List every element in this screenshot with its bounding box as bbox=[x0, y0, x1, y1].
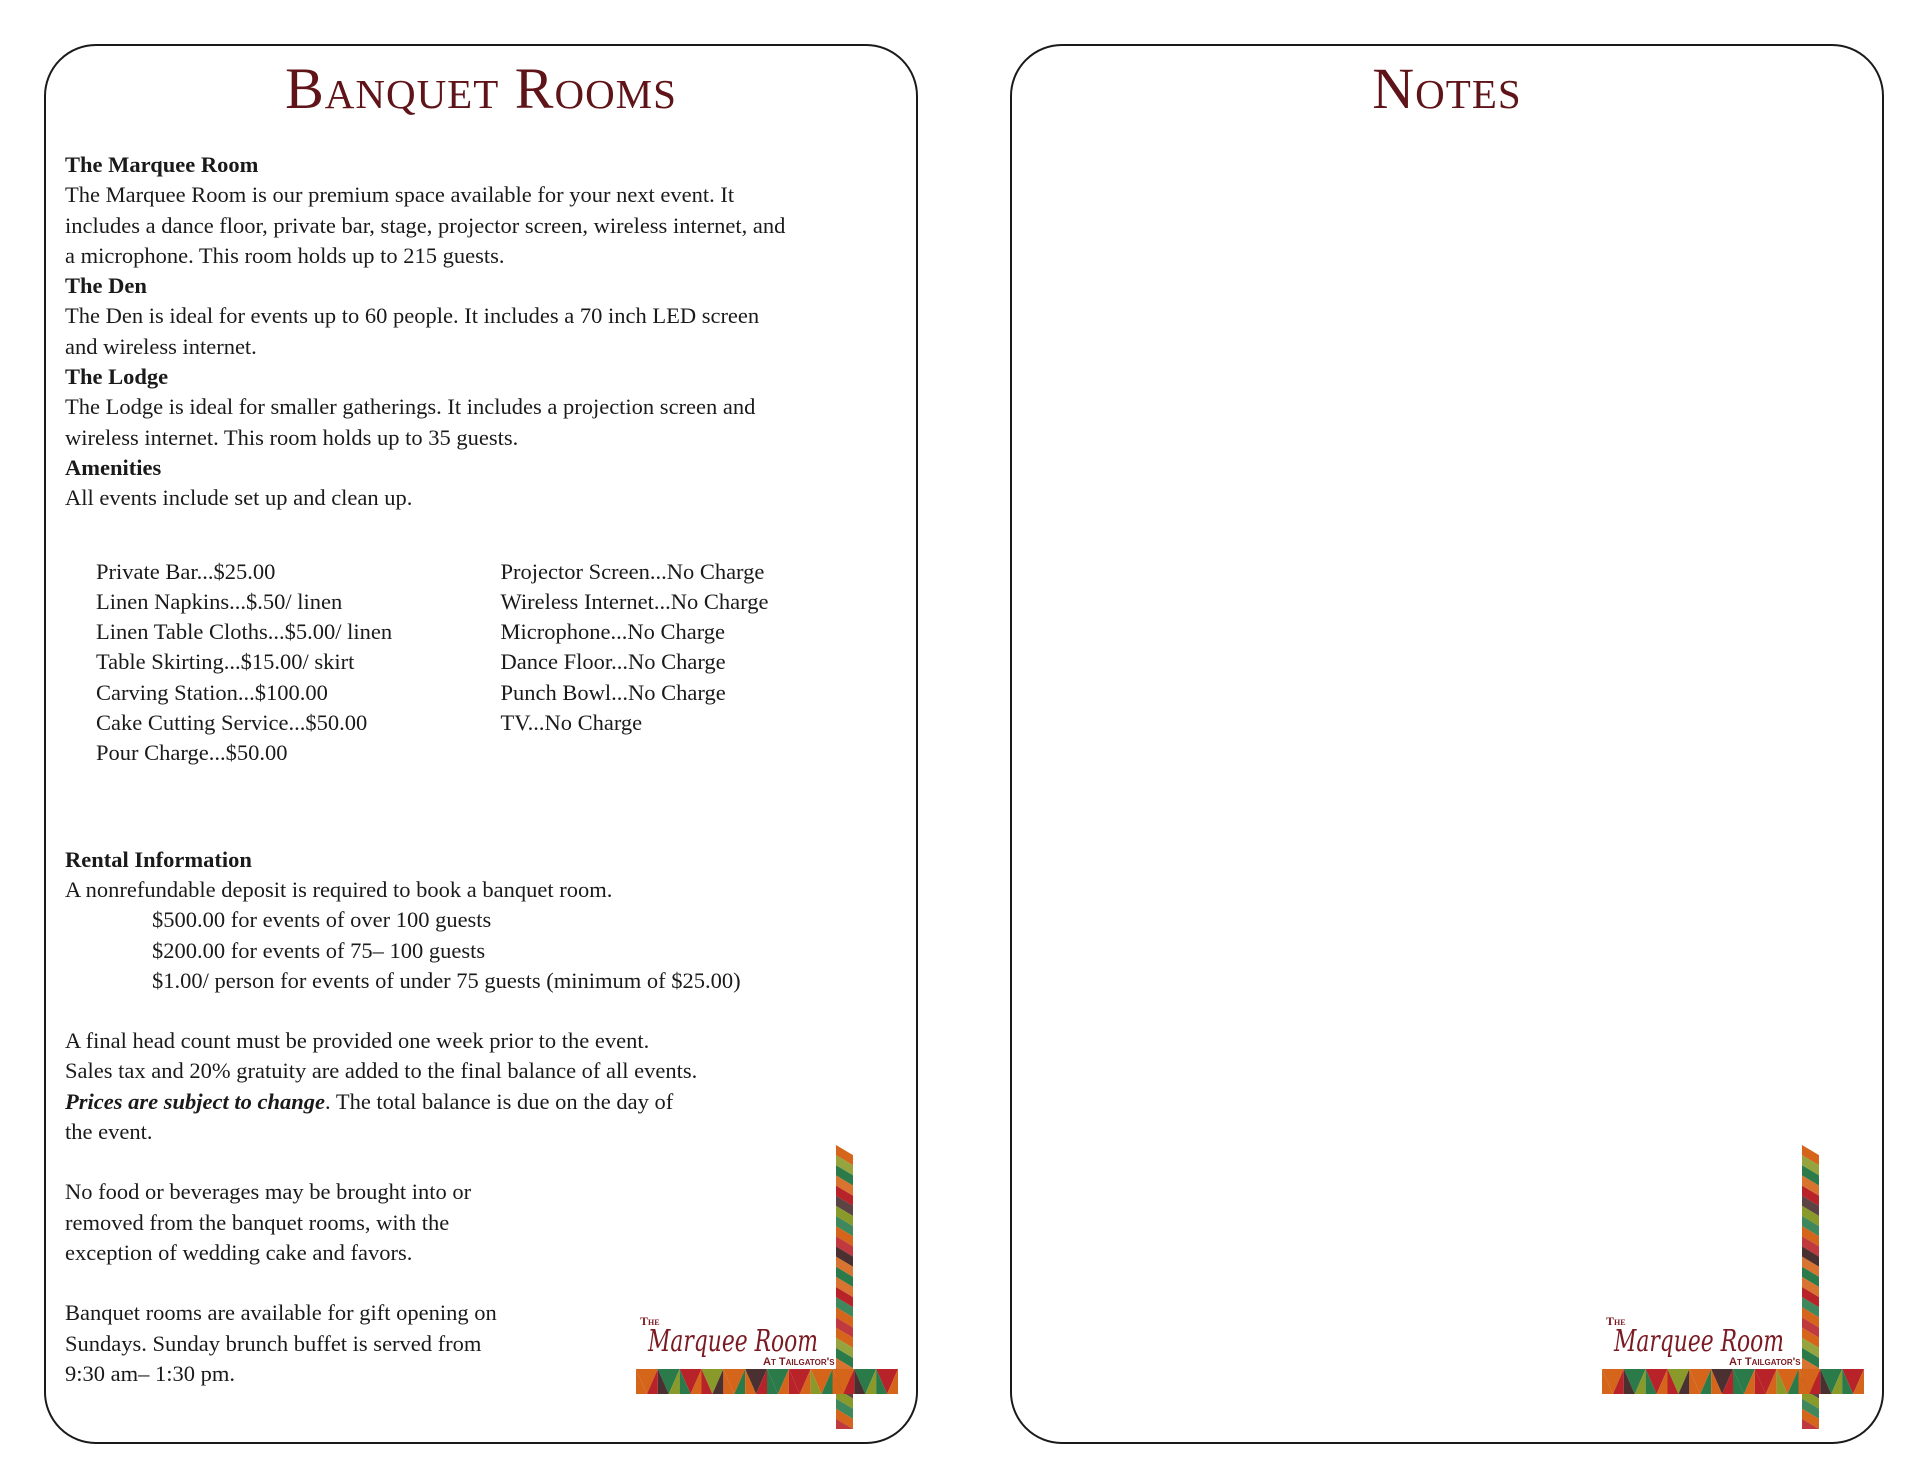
amenity-item: Cake Cutting Service...$50.00 bbox=[96, 710, 368, 736]
amenities-priced-column bbox=[96, 557, 501, 769]
amenity-item: TV...No Charge bbox=[500, 710, 643, 736]
prices-emphasis: Prices are subject to change bbox=[65, 1088, 325, 1114]
logo-at-text: At Tailgator's bbox=[1729, 1356, 1801, 1368]
logo-graphic bbox=[1602, 1145, 1864, 1429]
lodge-heading: The Lodge bbox=[65, 364, 169, 390]
rental-info-heading: Rental Information bbox=[65, 846, 252, 872]
amenity-item: Dance Floor...No Charge bbox=[500, 649, 726, 675]
logo-at-text: At Tailgator's bbox=[763, 1356, 835, 1368]
notes-title: Notes bbox=[1372, 56, 1522, 121]
tax-line: Sales tax and 20% gratuity are added to the final balance of all events. bbox=[65, 1058, 698, 1084]
amenity-item: Microphone...No Charge bbox=[500, 619, 726, 645]
den-line: The Den is ideal for events up to 60 people. It includes a 70 inch LED screen bbox=[65, 303, 760, 329]
prices-line-2: the event. bbox=[65, 1119, 153, 1145]
amenities-intro: All events include set up and clean up. bbox=[65, 485, 413, 511]
food-line: exception of wedding cake and favors. bbox=[65, 1239, 413, 1265]
prices-rest: . The total balance is due on the day of bbox=[324, 1088, 674, 1114]
deposit-line: $1.00/ person for events of under 75 guests (minimum of $25.00) bbox=[152, 967, 741, 993]
amenities-heading: Amenities bbox=[65, 454, 162, 480]
lodge-line: wireless internet. This room holds up to 35 guests. bbox=[65, 424, 519, 450]
amenities-free-column bbox=[501, 557, 906, 769]
banquet-rooms-panel bbox=[44, 44, 918, 1444]
amenity-item: Pour Charge...$50.00 bbox=[96, 740, 288, 766]
sunday-line: 9:30 am– 1:30 pm. bbox=[65, 1360, 235, 1386]
logo-script-text: Marquee Room bbox=[1613, 1324, 1784, 1359]
prices-line bbox=[65, 1087, 905, 1117]
marquee-room-line: a microphone. This room holds up to 215 guests. bbox=[65, 242, 505, 268]
food-line: removed from the banquet rooms, with the bbox=[65, 1209, 450, 1235]
logo-the-text: The bbox=[640, 1314, 660, 1328]
sunday-line: Sundays. Sunday brunch buffet is served from bbox=[65, 1330, 482, 1356]
food-line: No food or beverages may be brought into or bbox=[65, 1179, 472, 1205]
amenity-item: Punch Bowl...No Charge bbox=[500, 679, 726, 705]
amenity-item: Wireless Internet...No Charge bbox=[500, 588, 769, 614]
logo-graphic bbox=[636, 1145, 898, 1429]
logo-the-text: The bbox=[1606, 1314, 1626, 1328]
rental-intro: A nonrefundable deposit is required to book a banquet room. bbox=[65, 876, 613, 902]
logo-script-text: Marquee Room bbox=[647, 1324, 818, 1359]
sunday-line: Banquet rooms are available for gift opening on bbox=[65, 1300, 497, 1326]
amenity-item: Private Bar...$25.00 bbox=[96, 558, 276, 584]
marquee-room-line: The Marquee Room is our premium space available for your next event. It bbox=[65, 182, 735, 208]
marquee-room-logo bbox=[1602, 1145, 1864, 1429]
lodge-line: The Lodge is ideal for smaller gatherings. It includes a projection screen and bbox=[65, 394, 756, 420]
den-line: and wireless internet. bbox=[65, 333, 257, 359]
amenity-item: Projector Screen...No Charge bbox=[500, 558, 765, 584]
page-title: Banquet Rooms bbox=[285, 56, 677, 121]
marquee-room-heading: The Marquee Room bbox=[65, 152, 259, 177]
deposit-line: $500.00 for events of over 100 guests bbox=[152, 907, 492, 933]
amenity-item: Linen Table Cloths...$5.00/ linen bbox=[96, 619, 393, 645]
headcount-line: A final head count must be provided one week prior to the event. bbox=[65, 1028, 650, 1054]
deposit-line: $200.00 for events of 75– 100 guests bbox=[152, 937, 486, 963]
amenity-item: Linen Napkins...$.50/ linen bbox=[96, 588, 343, 614]
marquee-room-line: includes a dance floor, private bar, stage, projector screen, wireless internet, and bbox=[65, 212, 786, 238]
marquee-room-logo bbox=[636, 1145, 898, 1429]
amenity-item: Table Skirting...$15.00/ skirt bbox=[96, 649, 355, 675]
amenities-list bbox=[65, 557, 905, 769]
amenity-item: Carving Station...$100.00 bbox=[96, 679, 328, 705]
den-heading: The Den bbox=[65, 273, 147, 299]
notes-panel bbox=[1010, 44, 1884, 1444]
